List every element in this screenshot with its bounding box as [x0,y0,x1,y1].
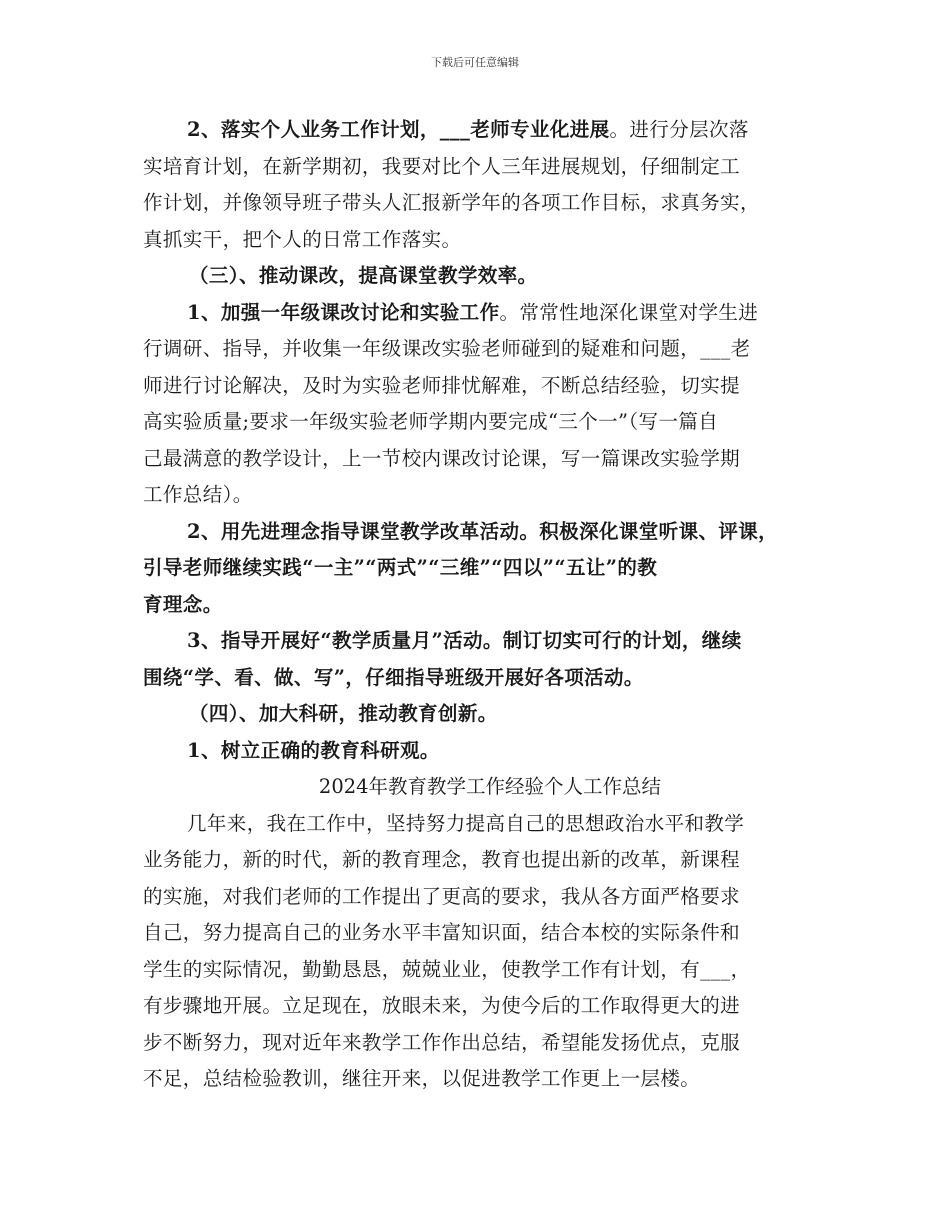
para2-line2: 行调研、指导，并收集一年级课改实验老师碰到的疑难和问题，___老 [143,337,751,360]
para1-line2: 实培育计划，在新学期初，我要对比个人三年进展规划，仔细制定工 [143,154,741,178]
para2-line1 [143,295,827,332]
para2-line1-rest: 。常常性地深化课堂对学生进 [499,300,759,324]
document-title: 2024年教育教学工作经验个人工作总结 [318,775,662,798]
para1-lead: 2、落实个人业务工作计划，___老师专业化进展 [187,118,610,141]
para4-line1: 3、指导开展好“教学质量月”活动。制订切实可行的计划，继续 [187,629,742,652]
section-heading-4: （四）、加大科研，推动教育创新。 [189,702,498,725]
para5-line7: 步不断努力，现对近年来教学工作作出总结，希望能发扬优点，克服 [143,1030,741,1054]
para3-line1: 2、用先进理念指导课堂教学改革活动。积极深化课堂听课、评课， [187,519,779,543]
para2-line4: 高实验质量;要求一年级实验老师学期内要完成“三个一”（写一篇自 [143,410,719,433]
para1-line4: 真抓实干，把个人的日常工作落实。 [143,227,462,251]
para5-line2: 业务能力，新的时代，新的教育理念，教育也提出新的改革，新课程 [143,848,741,871]
para2-line5: 己最满意的教学设计，上一节校内课改讨论课，写一篇课改实验学期 [143,446,741,470]
para2-lead: 1、加强一年级课改讨论和实验工作 [187,300,500,324]
document-body [143,112,827,1098]
para2-line3: 师进行讨论解决，及时为实验老师排忧解难，不断总结经验，切实提 [143,373,741,397]
section-heading-3: （三）、推动课改，提高课堂教学效率。 [189,264,538,287]
para3-line2: 引导老师继续实践“一主”“两式”“三维”“四以”“五让”的教 [143,556,658,579]
para5-line1: 几年来，我在工作中，坚持努力提高自己的思想政治水平和教学 [187,811,745,835]
para4-line2: 围绕“学、看、做、写”，仔细指导班级开展好各项活动。 [143,665,644,689]
para5-line4: 自己，努力提高自己的业务水平丰富知识面，结合本校的实际条件和 [143,921,741,944]
para5-line6: 有步骤地开展。立足现在，放眼未来，为使今后的工作取得更大的进 [143,994,741,1017]
para2-line6: 工作总结）。 [143,483,253,506]
para5-line5: 学生的实际情况，勤勤恳恳，兢兢业业，使教学工作有计划，有___， [143,957,751,981]
page-header: 下载后可任意编辑 [431,56,519,69]
item-1: 1、树立正确的教育科研观。 [187,738,440,762]
para3-line3: 育理念。 [143,592,223,616]
para1-line1-rest: 。进行分层次落 [609,118,749,141]
para1-line3: 作计划，并像领导班子带头人汇报新学年的各项工作目标，求真务实， [143,191,760,214]
para1-line1 [143,112,827,149]
para5-line8: 不足，总结检验教训，继往开来，以促进教学工作更上一层楼。 [143,1067,701,1090]
para5-line3: 的实施，对我们老师的工作提出了更高的要求，我从各方面严格要求 [143,884,741,908]
